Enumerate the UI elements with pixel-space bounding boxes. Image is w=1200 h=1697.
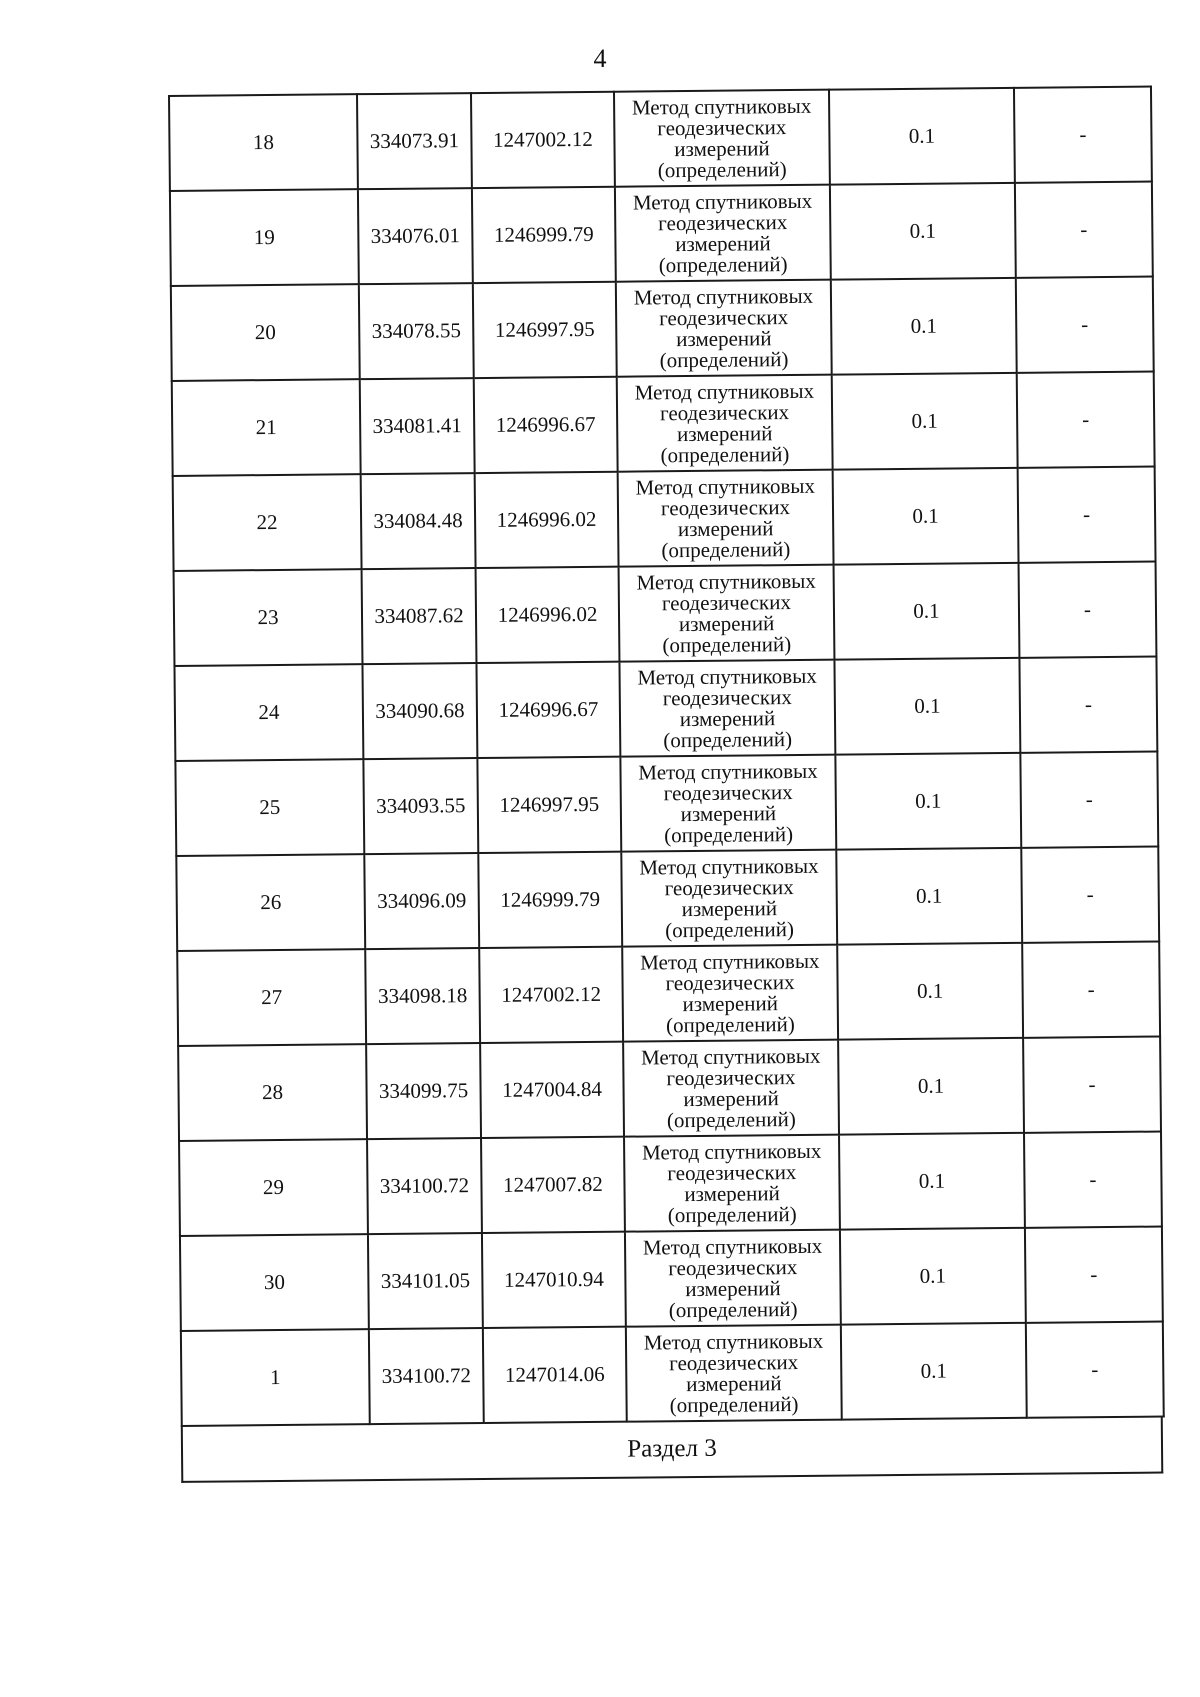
method-line: (определений) bbox=[668, 1296, 798, 1322]
method-line: геодезических bbox=[657, 114, 787, 140]
method-line: измерений bbox=[684, 1180, 780, 1206]
point-number-cell: 29 bbox=[179, 1139, 368, 1236]
method-line: геодезических bbox=[668, 1254, 798, 1280]
method-cell bbox=[622, 945, 838, 1042]
x-coordinate-cell: 334081.41 bbox=[360, 378, 475, 474]
note-cell: - bbox=[1018, 467, 1156, 563]
method-line: Метод спутниковых bbox=[638, 758, 818, 785]
accuracy-cell: 0.1 bbox=[837, 943, 1023, 1040]
x-coordinate-cell: 334100.72 bbox=[367, 1138, 482, 1234]
method-cell bbox=[616, 280, 832, 377]
accuracy-cell: 0.1 bbox=[829, 88, 1015, 185]
method-line: измерений bbox=[683, 1085, 779, 1111]
table-row bbox=[176, 847, 1159, 951]
note-cell: - bbox=[1015, 182, 1153, 278]
method-line: (определений) bbox=[665, 1011, 795, 1037]
accuracy-cell: 0.1 bbox=[830, 183, 1016, 280]
y-coordinate-cell: 1246999.79 bbox=[472, 187, 616, 283]
note-cell: - bbox=[1017, 372, 1155, 468]
method-line: геодезических bbox=[662, 684, 792, 710]
method-line: Метод спутниковых bbox=[640, 1043, 821, 1070]
method-line: геодезических bbox=[660, 494, 791, 520]
table-row bbox=[181, 1322, 1164, 1426]
method-line: измерений bbox=[686, 1370, 782, 1396]
y-coordinate-cell: 1246996.02 bbox=[476, 567, 620, 663]
method-line: геодезических bbox=[664, 874, 794, 900]
x-coordinate-cell: 334084.48 bbox=[361, 473, 476, 569]
method-line: геодезических bbox=[661, 589, 792, 615]
method-cell bbox=[614, 90, 830, 187]
method-line: Метод спутниковых bbox=[639, 853, 819, 880]
method-line: Метод спутниковых bbox=[631, 93, 812, 120]
x-coordinate-cell: 334073.91 bbox=[357, 93, 472, 189]
accuracy-cell: 0.1 bbox=[836, 848, 1022, 945]
method-line: (определений) bbox=[663, 726, 793, 752]
table-row bbox=[171, 277, 1154, 381]
note-cell: - bbox=[1024, 1132, 1162, 1228]
accuracy-cell: 0.1 bbox=[839, 1133, 1025, 1230]
x-coordinate-cell: 334100.72 bbox=[369, 1328, 484, 1424]
y-coordinate-cell: 1247004.84 bbox=[480, 1042, 624, 1138]
y-coordinate-cell: 1246996.02 bbox=[475, 472, 619, 568]
method-line: Метод спутниковых bbox=[632, 188, 813, 215]
note-cell: - bbox=[1016, 277, 1154, 373]
table-row bbox=[179, 1132, 1162, 1236]
method-line: (определений) bbox=[666, 1106, 796, 1132]
point-number-cell: 22 bbox=[173, 474, 362, 571]
method-cell bbox=[625, 1230, 841, 1327]
point-number-cell: 18 bbox=[169, 94, 358, 191]
y-coordinate-cell: 1247002.12 bbox=[471, 92, 615, 188]
method-line: Метод спутниковых bbox=[642, 1233, 823, 1259]
method-line: Метод спутниковых bbox=[641, 1138, 822, 1164]
point-number-cell: 24 bbox=[174, 664, 363, 761]
section-heading: Раздел 3 bbox=[181, 1418, 1163, 1483]
method-line: (определений) bbox=[660, 441, 790, 467]
x-coordinate-cell: 334076.01 bbox=[358, 188, 473, 284]
y-coordinate-cell: 1247014.06 bbox=[483, 1327, 627, 1423]
x-coordinate-cell: 334099.75 bbox=[366, 1043, 481, 1139]
method-cell bbox=[623, 1040, 839, 1137]
accuracy-cell: 0.1 bbox=[832, 373, 1018, 470]
method-cell bbox=[619, 565, 835, 662]
method-cell bbox=[617, 375, 833, 472]
method-line: измерений bbox=[680, 800, 777, 826]
table-row bbox=[173, 467, 1156, 571]
y-coordinate-cell: 1246999.79 bbox=[478, 852, 622, 948]
y-coordinate-cell: 1246996.67 bbox=[476, 662, 620, 758]
method-line: геодезических bbox=[659, 399, 790, 425]
table-body bbox=[169, 87, 1164, 1426]
accuracy-cell: 0.1 bbox=[838, 1038, 1024, 1135]
table-row bbox=[175, 752, 1158, 856]
note-cell: - bbox=[1021, 847, 1159, 943]
point-number-cell: 28 bbox=[178, 1044, 367, 1141]
method-line: измерений bbox=[675, 230, 771, 256]
method-line: измерений bbox=[677, 515, 774, 541]
table-row bbox=[178, 1037, 1161, 1141]
y-coordinate-cell: 1247010.94 bbox=[482, 1232, 626, 1328]
point-number-cell: 26 bbox=[176, 854, 365, 951]
table-row bbox=[180, 1227, 1163, 1331]
note-cell: - bbox=[1019, 657, 1157, 753]
note-cell: - bbox=[1014, 87, 1152, 183]
method-line: (определений) bbox=[662, 631, 792, 657]
method-line: измерений bbox=[685, 1275, 781, 1301]
accuracy-cell: 0.1 bbox=[840, 1228, 1026, 1325]
method-cell bbox=[626, 1325, 842, 1422]
method-line: геодезических bbox=[669, 1349, 799, 1375]
x-coordinate-cell: 334078.55 bbox=[359, 283, 474, 379]
method-line: (определений) bbox=[659, 346, 789, 372]
method-line: (определений) bbox=[664, 821, 794, 847]
method-line: Метод спутниковых bbox=[635, 473, 816, 500]
method-line: (определений) bbox=[669, 1391, 799, 1417]
method-cell bbox=[615, 185, 831, 282]
table-row bbox=[174, 657, 1157, 761]
accuracy-cell: 0.1 bbox=[833, 468, 1019, 565]
method-line: измерений bbox=[674, 135, 770, 161]
method-cell bbox=[620, 755, 836, 852]
y-coordinate-cell: 1246996.67 bbox=[474, 377, 618, 473]
point-number-cell: 27 bbox=[177, 949, 366, 1046]
point-number-cell: 21 bbox=[172, 379, 361, 476]
method-cell bbox=[619, 660, 835, 757]
point-number-cell: 30 bbox=[180, 1234, 369, 1331]
note-cell: - bbox=[1025, 1227, 1163, 1323]
point-number-cell: 20 bbox=[171, 284, 360, 381]
method-line: Метод спутниковых bbox=[643, 1328, 824, 1354]
method-line: Метод спутниковых bbox=[637, 663, 817, 690]
method-line: измерений bbox=[681, 895, 778, 921]
method-line: Метод спутниковых bbox=[636, 568, 816, 595]
coordinates-sheet bbox=[168, 86, 1163, 1483]
point-number-cell: 25 bbox=[175, 759, 364, 856]
accuracy-cell: 0.1 bbox=[835, 753, 1021, 850]
coordinates-table bbox=[168, 86, 1165, 1427]
table-row bbox=[177, 942, 1160, 1046]
x-coordinate-cell: 334090.68 bbox=[362, 663, 477, 759]
note-cell: - bbox=[1023, 1037, 1161, 1133]
method-line: измерений bbox=[676, 325, 772, 351]
note-cell: - bbox=[1022, 942, 1160, 1038]
note-cell: - bbox=[1019, 562, 1157, 658]
method-line: геодезических bbox=[663, 779, 793, 805]
method-line: (определений) bbox=[665, 916, 795, 942]
accuracy-cell: 0.1 bbox=[841, 1323, 1027, 1420]
accuracy-cell: 0.1 bbox=[834, 658, 1020, 755]
method-line: Метод спутниковых bbox=[634, 378, 815, 405]
method-line: геодезических bbox=[667, 1159, 797, 1185]
y-coordinate-cell: 1246997.95 bbox=[473, 282, 617, 378]
method-line: (определений) bbox=[657, 156, 787, 182]
x-coordinate-cell: 334096.09 bbox=[364, 853, 479, 949]
method-line: Метод спутниковых bbox=[633, 283, 814, 310]
method-line: (определений) bbox=[667, 1201, 797, 1227]
method-line: измерений bbox=[682, 990, 779, 1016]
method-line: геодезических bbox=[659, 304, 789, 330]
point-number-cell: 23 bbox=[174, 569, 363, 666]
table-row bbox=[170, 182, 1153, 286]
method-cell bbox=[621, 850, 837, 947]
table-row bbox=[172, 372, 1155, 476]
method-line: измерений bbox=[678, 610, 775, 636]
accuracy-cell: 0.1 bbox=[834, 563, 1020, 660]
table-row bbox=[169, 87, 1152, 191]
method-line: измерений bbox=[676, 420, 773, 446]
accuracy-cell: 0.1 bbox=[831, 278, 1017, 375]
method-line: геодезических bbox=[666, 1064, 796, 1090]
method-line: измерений bbox=[679, 705, 776, 731]
table-row bbox=[174, 562, 1157, 666]
x-coordinate-cell: 334101.05 bbox=[368, 1233, 483, 1329]
point-number-cell: 19 bbox=[170, 189, 359, 286]
method-line: геодезических bbox=[665, 969, 795, 995]
y-coordinate-cell: 1247007.82 bbox=[481, 1137, 625, 1233]
method-cell bbox=[618, 470, 834, 567]
method-line: (определений) bbox=[658, 251, 788, 277]
method-line: Метод спутниковых bbox=[640, 948, 820, 975]
x-coordinate-cell: 334093.55 bbox=[363, 758, 478, 854]
page-number: 4 bbox=[593, 44, 607, 73]
method-line: (определений) bbox=[661, 536, 791, 562]
point-number-cell: 1 bbox=[181, 1329, 370, 1426]
note-cell: - bbox=[1020, 752, 1158, 848]
x-coordinate-cell: 334098.18 bbox=[365, 948, 480, 1044]
method-cell bbox=[624, 1135, 840, 1232]
y-coordinate-cell: 1246997.95 bbox=[477, 757, 621, 853]
note-cell: - bbox=[1026, 1322, 1164, 1418]
y-coordinate-cell: 1247002.12 bbox=[479, 947, 623, 1043]
method-line: геодезических bbox=[658, 209, 788, 235]
x-coordinate-cell: 334087.62 bbox=[362, 568, 477, 664]
